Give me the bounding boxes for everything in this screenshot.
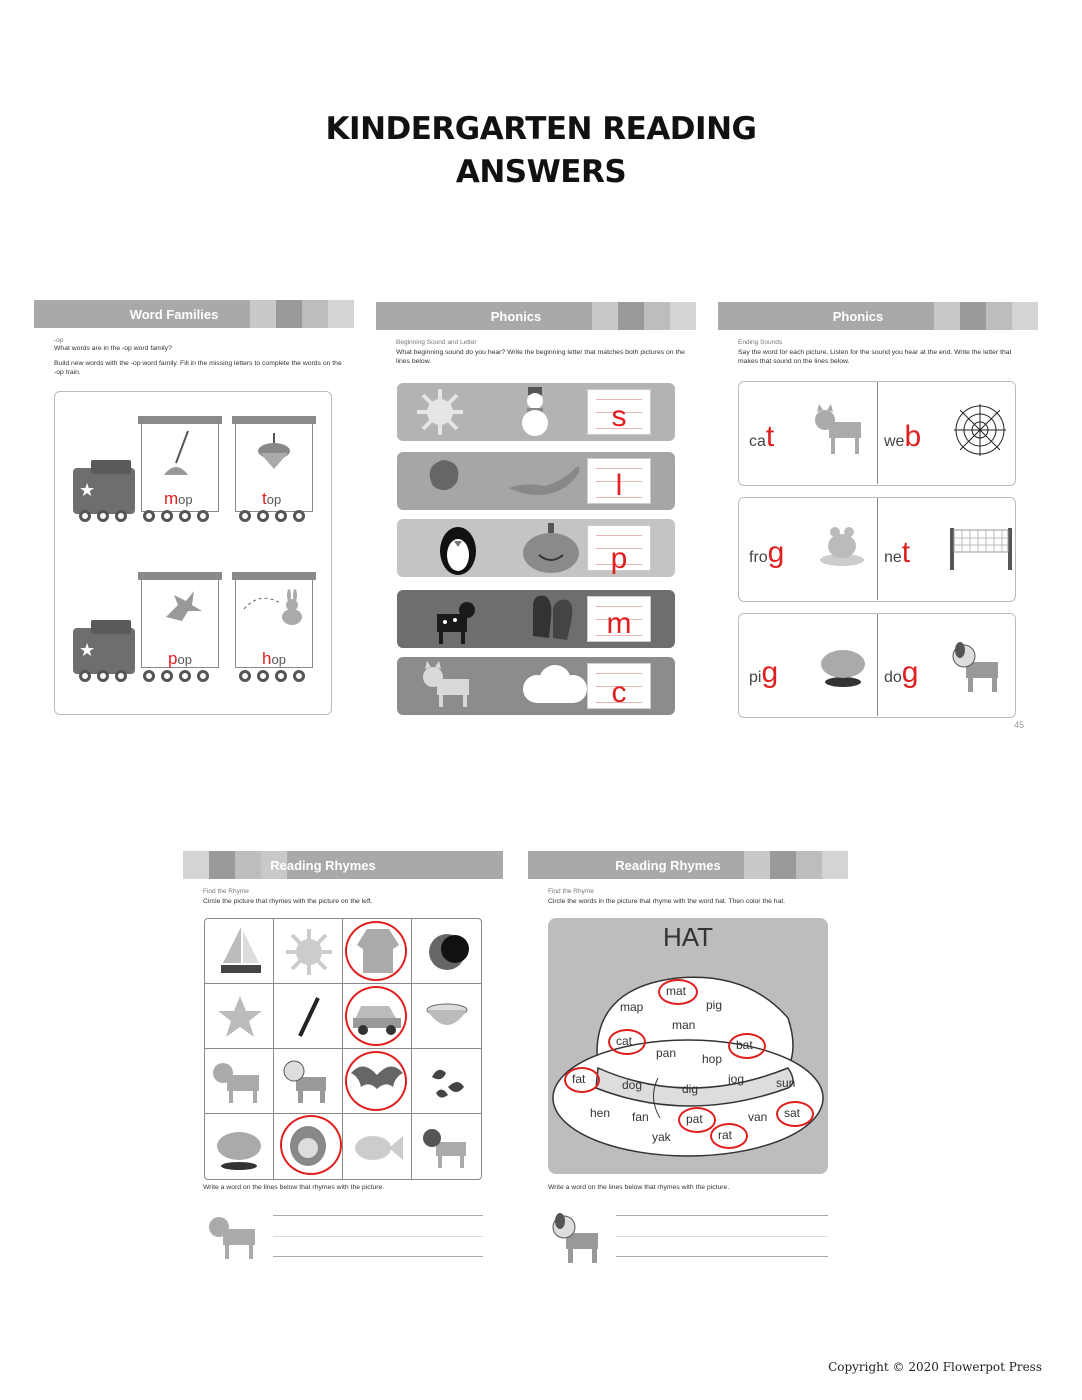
pumpkin-icon <box>519 521 583 575</box>
instruction-text: Circle the picture that rhymes with the picture on the left. <box>203 898 373 905</box>
answer-box <box>587 525 651 575</box>
word-stem: ca <box>749 433 766 450</box>
hat-word: dog <box>622 1078 643 1092</box>
answer-letter: l <box>615 469 623 502</box>
hat-word: cat <box>616 1034 633 1048</box>
wheel <box>115 510 127 522</box>
ending-cell <box>739 498 878 600</box>
write-line[interactable] <box>616 1256 828 1257</box>
train-2 <box>55 552 333 712</box>
suffix: op <box>266 492 282 507</box>
wheel <box>275 670 287 682</box>
title-line-1: KINDERGARTEN READING <box>325 111 757 147</box>
answer-letter: h <box>262 649 272 668</box>
ending-row <box>738 613 1016 718</box>
wheel <box>293 670 305 682</box>
hat-word: bat <box>736 1038 753 1052</box>
hat-word: van <box>748 1110 768 1124</box>
hat-word: man <box>672 1018 696 1032</box>
answer-letter: g <box>761 656 779 689</box>
ending-cell <box>739 382 878 484</box>
panel-header <box>718 302 1038 330</box>
hat-word: sun <box>776 1076 796 1090</box>
instruction-text: What beginning sound do you hear? Write the beginning letter that matches both pictures on the lines below. <box>396 349 685 365</box>
moon-icon <box>422 927 472 977</box>
snowman-icon <box>515 385 555 439</box>
subtitle: Ending Sounds <box>738 339 783 346</box>
phonics-row <box>397 519 675 577</box>
title-line-2: ANSWERS <box>455 154 627 190</box>
mop-icon <box>160 429 200 479</box>
train-1 <box>55 392 333 552</box>
phonics-row <box>397 657 675 715</box>
family-tag: -op <box>54 337 64 344</box>
answer-circle <box>776 1101 814 1127</box>
pig-icon <box>815 642 871 690</box>
answer-box <box>587 663 651 709</box>
header-stripes <box>592 302 696 330</box>
answer-letter: t <box>765 420 775 453</box>
hat-word: hen <box>590 1106 611 1120</box>
word-stem: we <box>884 433 905 450</box>
suffix: op <box>271 652 286 667</box>
phonics-ending-panel <box>718 302 1038 730</box>
reading-rhymes-hat-panel <box>528 851 848 1271</box>
hat-word: jog <box>728 1072 745 1086</box>
instruction-text: Build new words with the -op word family. Fill in the missing letters to complete the words on the -op train. <box>54 360 342 376</box>
wheel <box>197 510 209 522</box>
hat-word: mat <box>666 984 687 998</box>
hat-word: dig <box>682 1082 699 1096</box>
panel-header <box>528 851 848 879</box>
hat-word: yak <box>652 1130 671 1144</box>
panel-header <box>183 851 503 879</box>
answer-letter: t <box>901 536 911 569</box>
panel-title: Reading Rhymes <box>615 857 721 873</box>
answer-letter: s <box>611 400 627 433</box>
train-car-pop <box>141 578 219 668</box>
dog-icon <box>550 1211 610 1267</box>
wheel <box>143 510 155 522</box>
cloud-icon <box>515 661 595 711</box>
wheel <box>275 510 287 522</box>
write-line[interactable] <box>616 1236 828 1237</box>
word-stem: do <box>884 669 902 686</box>
copyright-text: Copyright © 2020 Flowerpot Press <box>828 1360 1042 1374</box>
answer-letter: m <box>164 489 179 508</box>
wheel <box>239 510 251 522</box>
answer-box <box>587 389 651 435</box>
spider-web-icon <box>952 402 1008 458</box>
wheel <box>79 510 91 522</box>
answer-letter: m <box>606 607 632 640</box>
pig-icon <box>211 1122 267 1172</box>
mittens-icon <box>527 594 577 644</box>
wheel <box>257 670 269 682</box>
answer-circle <box>678 1107 716 1133</box>
suffix: op <box>178 492 193 507</box>
footer-instruction: Write a word on the lines below that rhymes with the picture. <box>548 1184 730 1191</box>
answer-circle <box>658 979 698 1005</box>
answer-circle <box>710 1123 748 1149</box>
word-stem: fro <box>749 549 768 566</box>
answer-circle <box>280 1115 342 1175</box>
panel-title: Phonics <box>832 308 884 324</box>
answer-circle <box>345 1051 407 1111</box>
header-stripes <box>744 851 848 879</box>
ending-cell <box>878 382 1017 484</box>
header-stripes <box>250 300 354 328</box>
answer-circle <box>728 1033 766 1059</box>
star-icon: ★ <box>79 640 96 660</box>
header-stripes <box>934 302 1038 330</box>
answer-letter: b <box>904 420 922 453</box>
wheel <box>293 510 305 522</box>
answer-letter: p <box>168 649 178 668</box>
wheel <box>179 510 191 522</box>
cat-icon <box>205 1211 265 1261</box>
goat-icon <box>418 1122 474 1172</box>
phonics-row <box>397 452 675 510</box>
ending-row <box>738 497 1016 602</box>
reading-rhymes-grid-panel <box>183 851 503 1271</box>
cat-icon <box>209 1057 269 1107</box>
wheel <box>79 670 91 682</box>
instruction-text: Say the word for each picture. Listen for the sound you hear at the end. Write the letter that makes that sound on the lines below. <box>738 349 1012 365</box>
word-stem: pi <box>749 669 762 686</box>
panel-header <box>376 302 696 330</box>
train-car-mop <box>141 422 219 512</box>
phonics-row <box>397 383 675 441</box>
penguin-icon <box>435 521 481 577</box>
wheel <box>115 670 127 682</box>
wheel <box>97 670 109 682</box>
wheel <box>257 510 269 522</box>
panel-title: Reading Rhymes <box>270 857 376 873</box>
cat-icon <box>811 404 871 460</box>
subtitle: Beginning Sound and Letter <box>396 339 477 346</box>
bowl-icon <box>422 996 472 1040</box>
engine <box>73 628 135 674</box>
answer-box <box>587 458 651 504</box>
footer-instruction: Write a word on the lines below that rhymes with the picture. <box>203 1184 385 1191</box>
hat-word: sat <box>784 1106 801 1120</box>
star-icon <box>215 992 265 1042</box>
phonics-beginning-panel <box>376 302 696 722</box>
word-stem: ne <box>884 549 902 566</box>
leaf-icon <box>413 456 467 506</box>
answer-letter: g <box>901 656 919 689</box>
write-line[interactable] <box>273 1256 483 1257</box>
answer-circle <box>345 986 407 1046</box>
moose-icon <box>429 592 479 646</box>
panel-title: Word Families <box>129 306 219 322</box>
suffix: op <box>177 652 192 667</box>
ending-cell <box>878 498 1017 600</box>
instruction-text: Circle the words in the picture that rhyme with the word hat. Then color the hat. <box>548 898 786 905</box>
pen-icon <box>284 992 334 1042</box>
ending-row <box>738 381 1016 486</box>
hat-word: pig <box>706 998 723 1012</box>
answer-letter: g <box>767 536 785 569</box>
wheel <box>97 510 109 522</box>
answer-box <box>587 596 651 642</box>
subtitle: Find the Rhyme <box>548 888 594 895</box>
answer-circle <box>608 1029 646 1055</box>
hat-word: map <box>620 1000 644 1014</box>
leaves-icon <box>422 1057 472 1107</box>
hat-word: pat <box>686 1112 703 1126</box>
hat-word: hop <box>702 1052 723 1066</box>
dog-icon <box>280 1057 336 1107</box>
net-icon <box>948 522 1014 572</box>
fish-icon <box>349 1128 405 1168</box>
panel-header <box>34 300 354 328</box>
answer-letter: t <box>262 489 267 508</box>
sun-icon <box>284 927 334 977</box>
top-icon <box>254 433 294 473</box>
question-text: What words are in the -op word family? <box>54 345 172 352</box>
hat-word: rat <box>718 1128 733 1142</box>
word-families-panel <box>34 300 354 720</box>
page-title <box>0 108 1082 194</box>
page-number: 45 <box>1014 720 1025 730</box>
wheel <box>161 670 173 682</box>
hat-word: fan <box>632 1110 649 1124</box>
write-line[interactable] <box>273 1236 483 1237</box>
train-car-hop <box>235 578 313 668</box>
hat-title: HAT <box>662 922 714 952</box>
star-icon: ★ <box>79 480 96 500</box>
sun-icon <box>415 387 465 437</box>
write-line[interactable] <box>273 1215 483 1216</box>
rhyme-grid <box>204 918 482 1180</box>
wheel <box>197 670 209 682</box>
hat-word: fat <box>572 1072 586 1086</box>
answer-circle <box>564 1067 600 1093</box>
answer-letter: c <box>611 676 627 709</box>
phonics-row <box>397 590 675 648</box>
wheel <box>239 670 251 682</box>
ending-cell <box>739 614 878 716</box>
hat-frame <box>548 918 828 1174</box>
hat-word: pan <box>656 1046 677 1060</box>
lizard-icon <box>505 458 585 502</box>
hop-icon <box>240 589 310 629</box>
wheel <box>161 510 173 522</box>
panel-title: Phonics <box>490 308 542 324</box>
frog-icon <box>817 520 867 570</box>
train-frame <box>54 391 332 715</box>
ending-cell <box>878 614 1017 716</box>
answer-circle <box>345 921 407 981</box>
wheel <box>179 670 191 682</box>
wheel <box>143 670 155 682</box>
sailboat-icon <box>215 923 265 979</box>
train-car-top <box>235 422 313 512</box>
engine <box>73 468 135 514</box>
subtitle: Find the Rhyme <box>203 888 249 895</box>
dog-icon <box>950 640 1010 696</box>
pop-icon <box>160 587 204 627</box>
answer-letter: p <box>610 542 628 575</box>
cat-icon <box>419 661 479 711</box>
write-line[interactable] <box>616 1215 828 1216</box>
